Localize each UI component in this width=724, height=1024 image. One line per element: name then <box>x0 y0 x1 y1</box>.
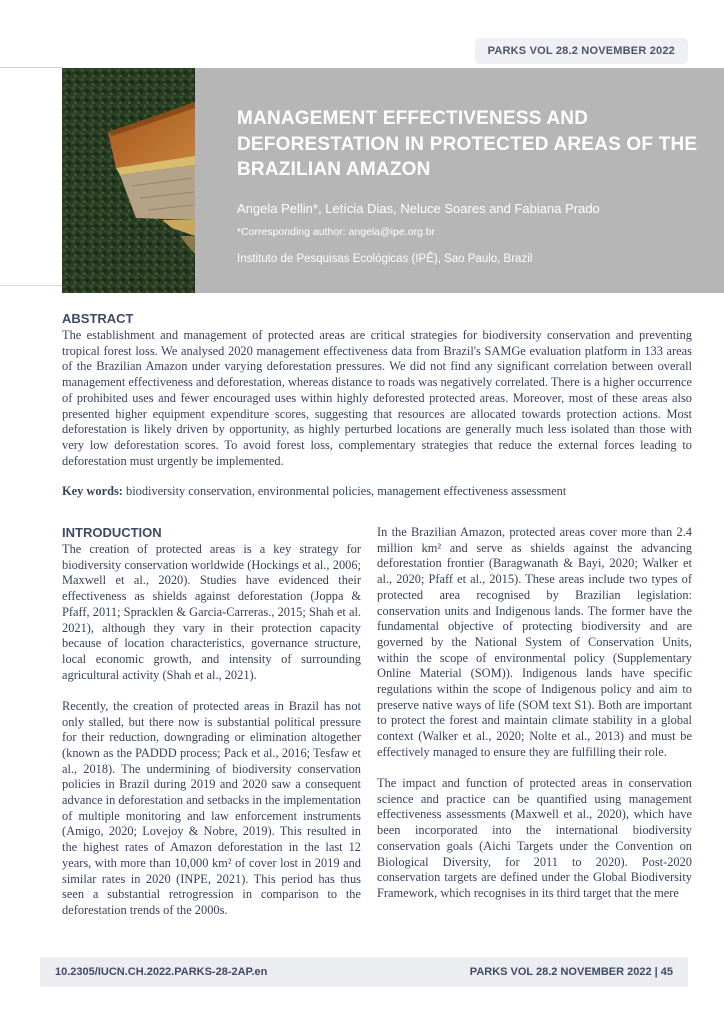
article-title: MANAGEMENT EFFECTIVENESS AND DEFORESTATION IN PROTECTED AREAS OF THE BRAZILIAN AMAZON <box>237 108 698 180</box>
left-column <box>62 525 361 919</box>
keywords-line <box>62 484 692 500</box>
intro-paragraph-1: The creation of protected areas is a key strategy for biodiversity conservation worldwide (Hockings et al., 2006; Maxwell et al., 2020). Studies have evidenced their effectiveness as shields against deforestation (Joppa & Pfaff, 2011; Spracklen & Garcia-Carreras., 2015; Shah et al. 2021), although they vary in their protection capacity because of location characteristics, governance structure, local economic growth, and intensity of surrounding agricultural activity (Shah et al., 2021). <box>62 542 361 682</box>
intro-paragraph-3: In the Brazilian Amazon, protected areas cover more than 2.4 million km² and serve as shields against the advancing deforestation frontier (Baragwanath & Bayi, 2020; Walker et al., 2020; Pfaff et al., 2015). These areas include two types of protected area recognised by Brazilian legislation: conservation units and Indigenous lands. The former have the fundamental objective of protecting biodiversity and are governed by the National System of Conservation Units, within the scope of environmental policy (Supplementary Online Material (SOM)). Indigenous lands have specific regulations within the scope of Indigenous policy and aim to preserve native ways of life (SOM text S1). Both are important to protect the forest and maintain climate stability in a global context (Walker et al., 2020; Nolte et al., 2013) and must be effectively managed to ensure they are fulfilling their role. <box>377 525 692 759</box>
right-column <box>377 525 692 902</box>
issue-badge: PARKS VOL 28.2 NOVEMBER 2022 <box>475 38 688 64</box>
abstract-paragraph: The establishment and management of protected areas are critical strategies for biodiversity conservation and preventing tropical forest loss. We analysed 2020 management effectiveness data from Brazil's SAMGe evaluation platform in 133 areas of the Brazilian Amazon under varying deforestation pressures. We did not find any significant correlation between overall management effectiveness and deforestation, whereas distance to roads was negatively correlated. There is a higher occurrence of prohibited uses and fewer encouraged uses within highly deforested protected areas. Moreover, most of these areas also presented higher equipment expenditure scores, suggesting that resources are allocated towards protection actions. Most deforestation is likely driven by opportunity, as highly perturbed locations are generally much less isolated than those with very low deforestation scores. To avoid forest loss, complementary strategies that reduce the external forces leading to deforestation must urgently be implemented. <box>62 328 692 468</box>
issue-page-number: PARKS VOL 28.2 NOVEMBER 2022 | 45 <box>469 966 673 978</box>
article-body <box>62 311 692 919</box>
title-banner <box>0 68 724 293</box>
title-block <box>237 106 709 265</box>
deforestation-photo <box>62 68 195 293</box>
keywords-label: Key words: <box>62 484 123 499</box>
abstract-heading: ABSTRACT <box>62 311 134 326</box>
intro-paragraph-4: The impact and function of protected areas in conservation science and practice can be quantified using management effectiveness assessments (Maxwell et al., 2020), which have been incorporated into the international biodiversity conservation goals (Aichi Targets under the Convention on Biological Diversity, for 2011 to 2020). Post-2020 conservation targets are defined under the Global Biodiversity Framework, which recognises in its third target that the mere <box>377 776 692 900</box>
page-footer <box>40 957 688 987</box>
affiliation-line: Instituto de Pesquisas Ecológicas (IPÊ), Sao Paulo, Brazil <box>237 252 533 265</box>
corresponding-author-line: *Corresponding author: angela@ipe.org.br <box>237 225 436 238</box>
keywords-text: biodiversity conservation, environmental policies, management effectiveness assessment <box>122 484 567 499</box>
two-column-text <box>62 525 692 919</box>
authors-line: Angela Pellin*, Letícia Dias, Neluce Soares and Fabiana Prado <box>237 200 600 216</box>
introduction-heading: INTRODUCTION <box>62 525 162 541</box>
doi-text: 10.2305/IUCN.CH.2022.PARKS-28-2AP.en <box>55 966 268 978</box>
intro-paragraph-2: Recently, the creation of protected areas in Brazil has not only stalled, but there now is substantial political pressure for their reduction, downgrading or elimination altogether (known as the PADDD process; Pack et al., 2016; Tesfaw et al., 2018). The undermining of biodiversity conservation policies in Brazil during 2019 and 2020 saw a consequent advance in deforestation and setbacks in the implementation of multiple monitoring and law enforcement instruments (Amigo, 2020; Lovejoy & Nobre, 2019). This resulted in the highest rates of Amazon deforestation in the last 12 years, with more than 10,000 km² of cover lost in 2019 and similar rates in 2020 (INPE, 2021). This period has thus seen a substantial retrogression in comparison to the deforestation trends of the 2000s. <box>62 698 361 917</box>
